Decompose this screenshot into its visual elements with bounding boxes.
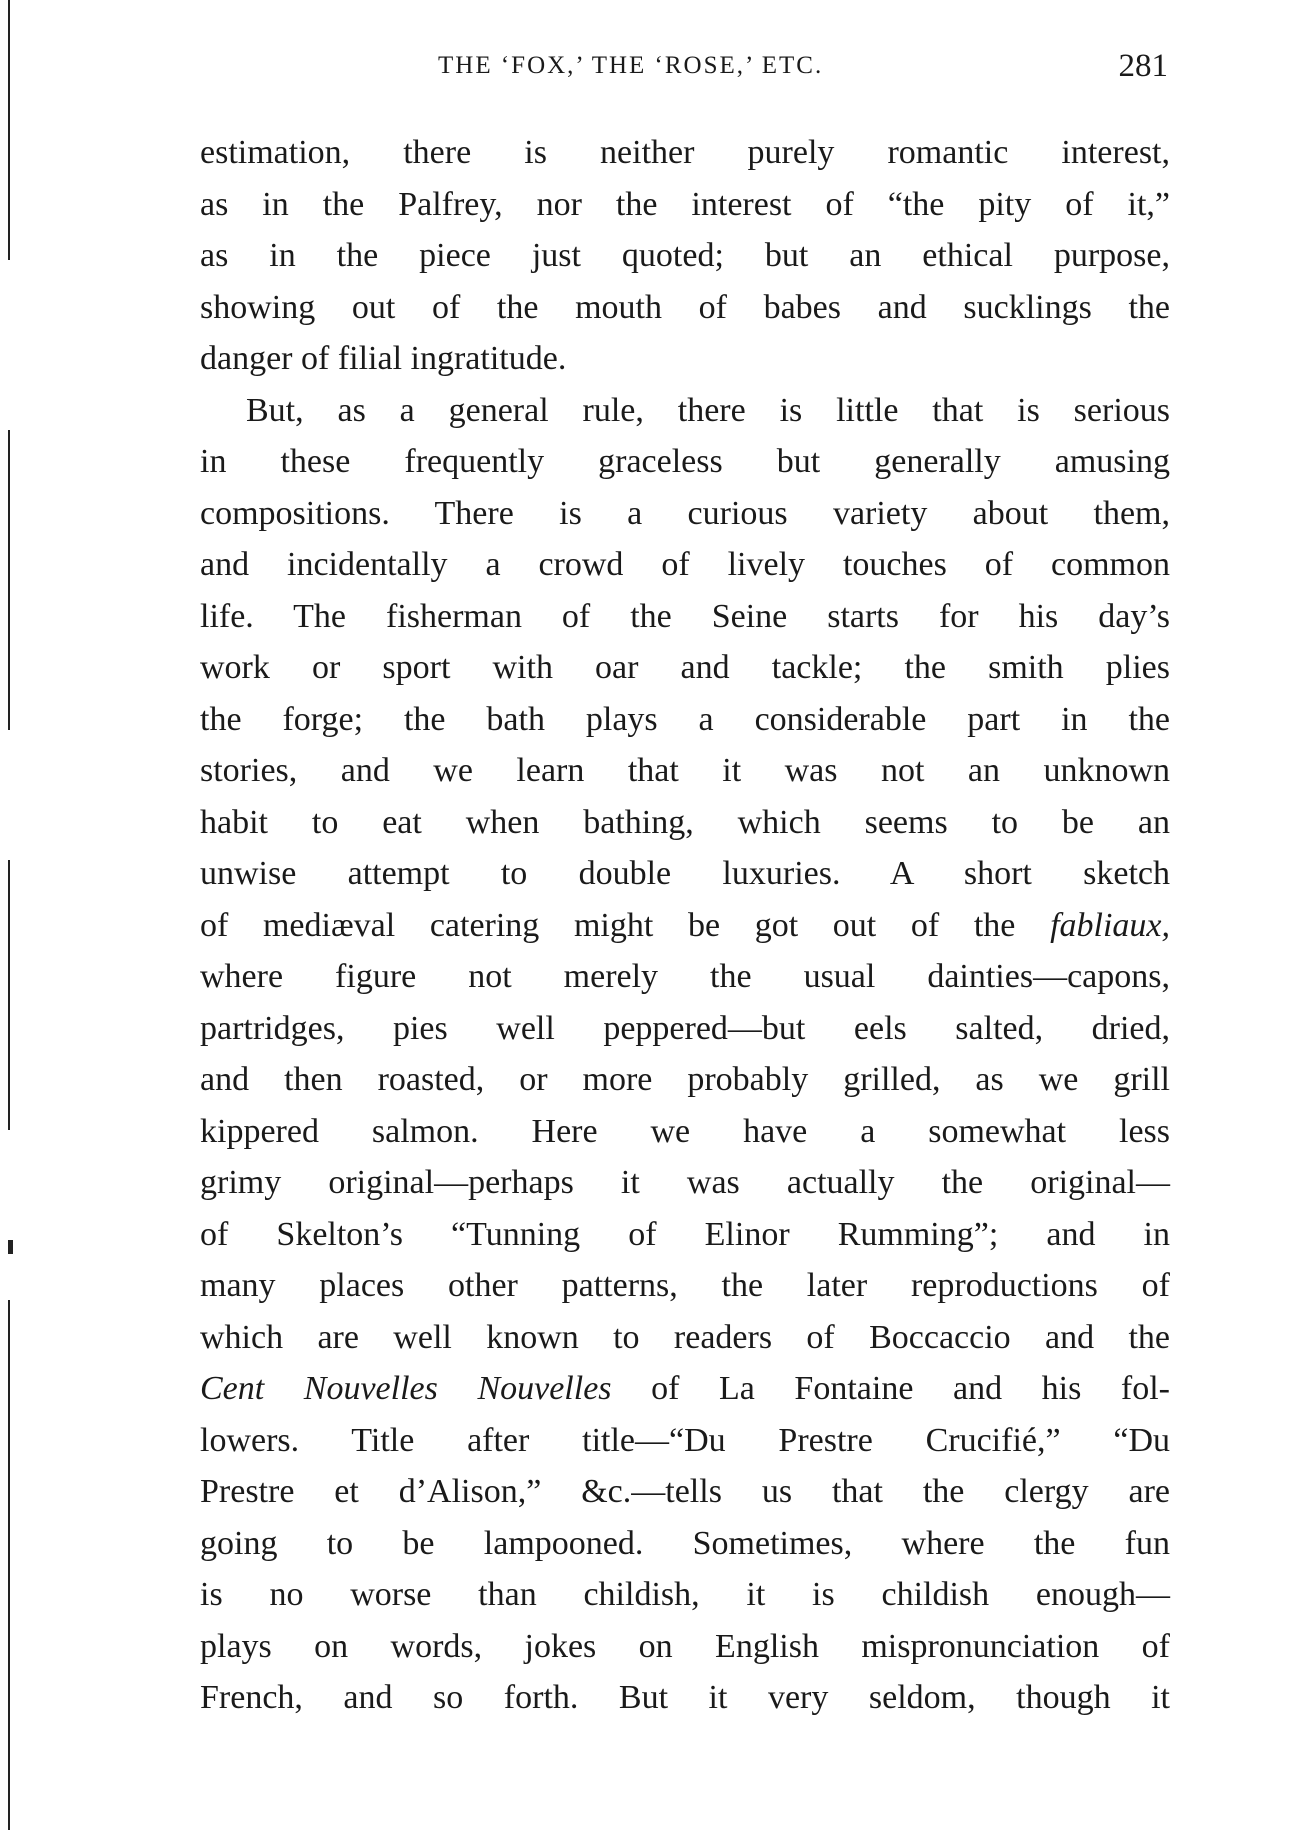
gutter-mark (8, 1300, 10, 1830)
text-line: Prestre et d’Alison,” &c.—tells us that the clergy are (200, 1473, 1170, 1510)
text-line: work or sport with oar and tackle; the smith plies (200, 649, 1170, 686)
text-line (200, 1363, 1170, 1415)
text-line: as in the piece just quoted; but an ethical purpose, (200, 237, 1170, 274)
text-line: the forge; the bath plays a considerable part in the (200, 700, 1170, 738)
text-line: kippered salmon. Here we have a somewhat less (200, 1112, 1170, 1150)
text-line: of Skelton’s “Tunning of Elinor Rumming”; and in (200, 1215, 1170, 1253)
page-header (200, 48, 1168, 92)
text-line: in these frequently graceless but generally amusing (200, 443, 1170, 480)
text-line: lowers. Title after title—“Du Prestre Crucifié,” “Du (200, 1421, 1170, 1459)
text-line: estimation, there is neither purely romantic interest, (200, 134, 1170, 171)
text-line: But, as a general rule, there is little that is serious (246, 391, 1170, 429)
text-line: where figure not merely the usual dainties—capons, (200, 958, 1170, 995)
gutter-mark (8, 860, 10, 1130)
page-number: 281 (1118, 48, 1168, 84)
text-line: unwise attempt to double luxuries. A short sketch (200, 855, 1170, 892)
gutter-mark (8, 430, 10, 730)
text-line (200, 900, 1170, 952)
page-gutter-edge (0, 0, 20, 1830)
text-line: plays on words, jokes on English mispronunciation of (200, 1627, 1170, 1665)
text-line: compositions. There is a curious variety about them, (200, 494, 1170, 532)
text-line: as in the Palfrey, nor the interest of “the pity of it,” (200, 185, 1170, 223)
text-line: and then roasted, or more probably grilled, as we grill (200, 1061, 1170, 1098)
text-line: stories, and we learn that it was not an unknown (200, 752, 1170, 789)
text-line: habit to eat when bathing, which seems to be an (200, 803, 1170, 841)
body-text (200, 127, 1170, 1724)
text-line: French, and so forth. But it very seldom, though it (200, 1679, 1170, 1716)
italic-title: Cent Nouvelles Nouvelles (200, 1370, 612, 1407)
text-line: is no worse than childish, it is childish enough— (200, 1576, 1170, 1613)
text-line: which are well known to readers of Boccaccio and the (200, 1318, 1170, 1356)
text-line: and incidentally a crowd of lively touches of common (200, 546, 1170, 583)
text-line: partridges, pies well peppered—but eels salted, dried, (200, 1009, 1170, 1047)
text-line: danger of filial ingratitude. (200, 340, 567, 377)
gutter-mark (8, 1240, 13, 1254)
italic-term: fabliaux, (1050, 906, 1170, 944)
text-line: many places other patterns, the later reproductions of (200, 1267, 1170, 1304)
text-line: showing out of the mouth of babes and sucklings the (200, 288, 1170, 326)
text-fragment: of La Fontaine and his fol- (651, 1370, 1170, 1407)
text-line: grimy original—perhaps it was actually the original— (200, 1164, 1170, 1201)
running-head: THE ‘FOX,’ THE ‘ROSE,’ ETC. (438, 52, 824, 79)
text-line: life. The fisherman of the Seine starts for his day’s (200, 597, 1170, 635)
text-fragment: of mediæval catering might be got out of the (200, 906, 1016, 944)
gutter-mark (8, 0, 10, 260)
text-line: going to be lampooned. Sometimes, where the fun (200, 1524, 1170, 1562)
